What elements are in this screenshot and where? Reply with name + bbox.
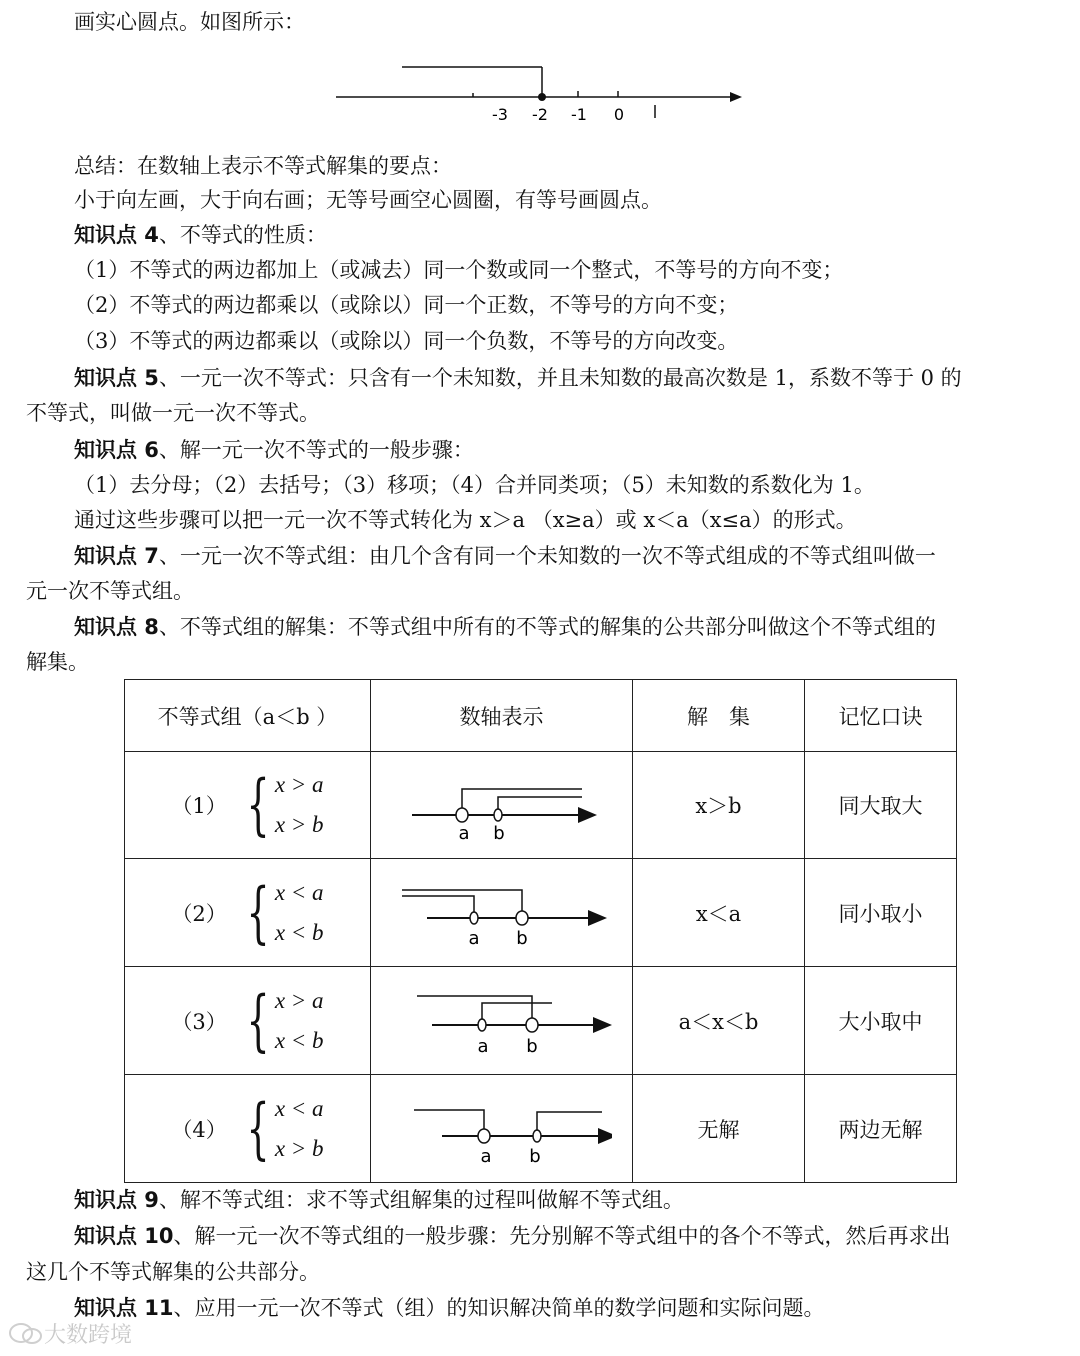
inequality: x < b (274, 1027, 324, 1053)
kp8-label: 知识点 8 (74, 615, 159, 639)
number-line-cell (371, 1075, 633, 1183)
kp4-item: （3）不等式的两边都乘以（或除以）同一个负数，不等号的方向改变。 (74, 329, 739, 353)
brace: { (246, 766, 270, 843)
point-b-label: b (515, 928, 528, 949)
header-cell: 数轴表示 (371, 680, 633, 752)
number-line-cell (371, 752, 633, 859)
tick-label: -1 (571, 105, 587, 124)
header-cell: 解 集 (633, 680, 805, 752)
kp10-label: 知识点 10 (74, 1224, 174, 1248)
summary-rule: 小于向左画，大于向右画；无等号画空心圆圈，有等号画圆点。 (74, 188, 662, 212)
table-row (125, 752, 957, 859)
kp11-label: 知识点 11 (74, 1296, 174, 1320)
kp9-label: 知识点 9 (74, 1188, 159, 1212)
point-a-label: a (467, 928, 480, 949)
kp5-line (74, 364, 962, 392)
rhyme-cell: 大小取中 (805, 967, 957, 1075)
system-cell (125, 752, 371, 859)
brace: { (246, 873, 270, 951)
kp6-line (74, 436, 474, 464)
kp7-label: 知识点 7 (74, 544, 159, 568)
table-row (125, 1075, 957, 1183)
row-number: （1） (171, 794, 227, 818)
inequality: x < a (274, 1095, 324, 1121)
row-number: （4） (171, 1117, 227, 1142)
summary-title: 总结：在数轴上表示不等式解集的要点： (74, 154, 452, 178)
row-number: （3） (171, 1009, 227, 1034)
kp4-label: 知识点 4 (74, 223, 159, 247)
header-cell: 不等式组（a＜b ） (125, 680, 371, 752)
solution-cell: x＞b (633, 752, 805, 859)
rhyme-cell: 同大取大 (805, 752, 957, 859)
kp10-text: 、解一元一次不等式组的一般步骤：先分别解不等式组中的各个不等式，然后再求出 (173, 1224, 951, 1248)
inequality: x > a (274, 987, 324, 1013)
kp8-text: 、不等式组的解集：不等式组中所有的不等式的解集的公共部分叫做这个不等式组的 (158, 615, 936, 639)
rhyme-cell: 同小取小 (805, 859, 957, 967)
row-number: （2） (171, 901, 227, 926)
kp6-text: 、解一元一次不等式的一般步骤： (158, 438, 474, 462)
kp4-item: （1）不等式的两边都加上（或减去）同一个数或同一个整式，不等号的方向不变； (74, 258, 844, 282)
point-a-label: a (479, 1146, 492, 1166)
kp7-text: 、一元一次不等式组：由几个含有同一个未知数的一次不等式组成的不等式组叫做一 (158, 544, 936, 568)
watermark-text: 大数跨境 (44, 1323, 133, 1348)
tick-label: -3 (492, 105, 508, 124)
number-line-cell (371, 859, 633, 967)
kp11-line (74, 1294, 825, 1322)
system-cell (125, 859, 371, 967)
table-row (125, 859, 957, 967)
number-line-diagram (392, 978, 612, 1058)
kp5-cont: 不等式，叫做一元一次不等式。 (26, 401, 320, 425)
kp10-cont: 这几个不等式解集的公共部分。 (26, 1260, 320, 1284)
tick-label: -2 (532, 105, 548, 124)
kp5-text: 、一元一次不等式：只含有一个未知数，并且未知数的最高次数是 1，系数不等于 0 的 (158, 366, 962, 390)
system-cell (125, 967, 371, 1075)
kp6-steps: （1）去分母；（2）去括号；（3）移项；（4）合并同类项；（5）未知数的系数化为 1。 (74, 473, 875, 497)
rhyme-cell: 两边无解 (805, 1075, 957, 1183)
point-b-label: b (525, 1036, 538, 1057)
solution-cell: a＜x＜b (633, 967, 805, 1075)
brace: { (246, 1089, 270, 1167)
inequality: x < a (274, 879, 324, 905)
point-b-label: b (528, 1146, 541, 1166)
kp8-cont: 解集。 (26, 650, 89, 674)
tick-label: 0 (613, 105, 625, 124)
kp4-text: 、不等式的性质： (158, 223, 327, 247)
kp9-line (74, 1186, 684, 1214)
system-cell (125, 1075, 371, 1183)
top-number-line (330, 55, 750, 130)
number-line-diagram (392, 1086, 612, 1166)
inequality-system-table (124, 679, 957, 1183)
inequality: x > b (274, 1135, 324, 1161)
kp4-line (74, 221, 327, 249)
watermark (8, 1318, 132, 1349)
point-a-label: a (476, 1036, 489, 1057)
number-line-diagram (392, 763, 612, 843)
point-a-label: a (457, 822, 470, 843)
kp6-label: 知识点 6 (74, 438, 159, 462)
kp8-line (74, 613, 936, 641)
inequality: x > b (274, 812, 324, 837)
kp10-line (74, 1222, 951, 1250)
point-b-label: b (492, 822, 505, 843)
number-line-diagram (392, 870, 612, 950)
table-header-row (125, 680, 957, 752)
inequality: x < b (274, 919, 324, 945)
solution-cell: 无解 (633, 1075, 805, 1183)
kp7-line (74, 542, 936, 570)
number-line-cell (371, 967, 633, 1075)
header-cell: 记忆口诀 (805, 680, 957, 752)
kp6-note: 通过这些步骤可以把一元一次不等式转化为 x＞a （x≥a）或 x＜a（x≤a）的形式。 (74, 508, 857, 532)
kp4-item: （2）不等式的两边都乘以（或除以）同一个正数，不等号的方向不变； (74, 293, 739, 317)
wechat-logo-icon (8, 1321, 44, 1347)
inequality: x > a (274, 772, 324, 797)
solution-cell: x＜a (633, 859, 805, 967)
kp5-label: 知识点 5 (74, 366, 159, 390)
brace: { (246, 981, 270, 1059)
table-row (125, 967, 957, 1075)
kp7-cont: 元一次不等式组。 (26, 579, 194, 603)
intro-line: 画实心圆点。如图所示： (74, 10, 305, 34)
kp11-text: 、应用一元一次不等式（组）的知识解决简单的数学问题和实际问题。 (173, 1296, 825, 1320)
kp9-text: 、解不等式组：求不等式组解集的过程叫做解不等式组。 (158, 1188, 684, 1212)
